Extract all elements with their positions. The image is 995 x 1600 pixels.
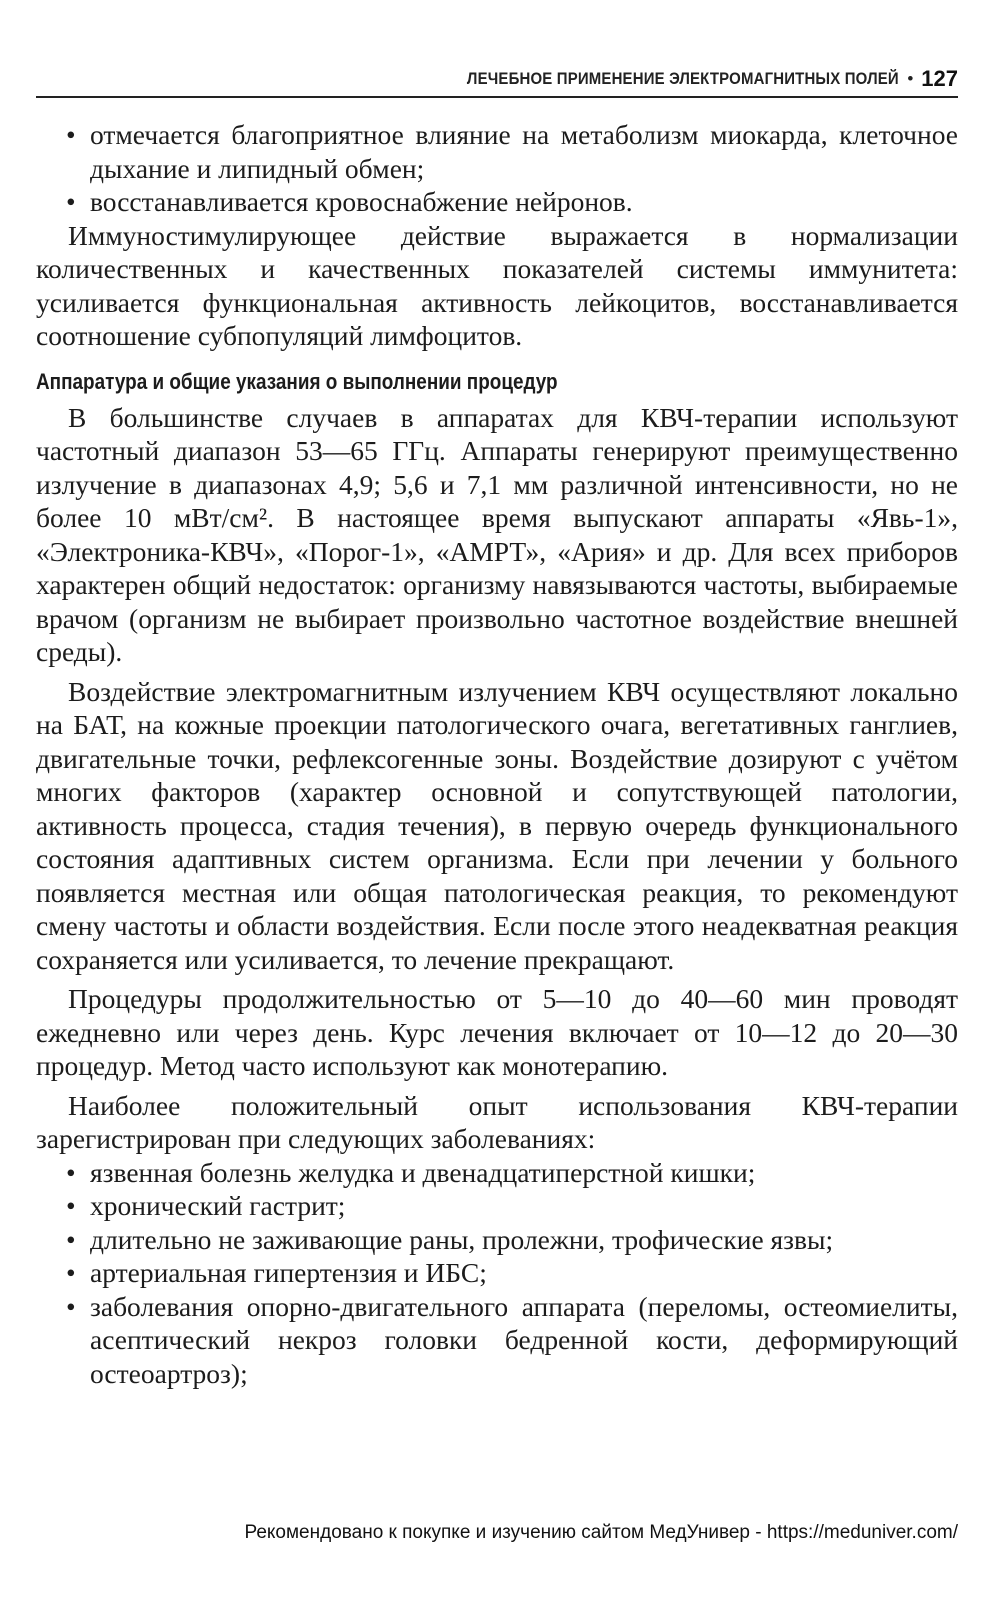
list-item: • артериальная гипертензия и ИБС; (36, 1256, 958, 1290)
paragraph-exposure: Воздействие электромагнитным излучением КВЧ осуществляют локально на БАТ, на кожные проекции патологического очага, вегетативных ганглиев, двигательные точки, рефлексогенные зоны. Воздействие дозируют с учётом многих факторов (характер основной и сопутствующей патологии, активность процесса, стадия течения), в первую очередь функционального состояния адаптивных систем организма. Если при лечении у больного появляется местная или общая патологическая реакция, то рекомендуют смену частоты и области воздействия. Если после этого неадекватная реакция сохраняется или усиливается, то лечение прекращают. (36, 675, 958, 975)
paragraph-immunostimulation: Иммуностимулирующее действие выражается в нормализации количественных и качественных показателей системы иммунитета: усиливается функциональная активность лейкоцитов, восстанавливается соотношение субпопуляций лимфоцитов. (36, 219, 958, 351)
paragraph-experience: Наиболее положительный опыт использования КВЧ-терапии зарегистрирован при следующих заболеваниях: (36, 1089, 958, 1154)
list-item: • заболевания опорно-двигательного аппарата (переломы, остеомиелиты, асептический некроз головки бедренной кости, деформирующий остеоартроз); (36, 1290, 958, 1391)
list-item: • хронический гастрит; (36, 1189, 958, 1223)
list-item: • восстанавливается кровоснабжение нейронов. (36, 185, 958, 219)
section-heading: Аппаратура и общие указания о выполнении процедур (36, 368, 558, 394)
page-number: 127 (921, 66, 958, 91)
footer-note: Рекомендовано к покупке и изучению сайтом МедУнивер - https://meduniver.com/ (244, 1522, 958, 1543)
paragraph-duration: Процедуры продолжительностью от 5—10 до 40—60 мин проводят ежедневно или через день. Курс лечения включает от 10—12 до 20—30 процедур. Метод часто используют как монотерапию. (36, 983, 958, 1081)
paragraph-apparatus: В большинстве случаев в аппаратах для КВЧ-терапии используют частотный диапазон 53—65 ГГц. Аппараты генерируют преимущественно излучение в диапазонах 4,9; 5,6 и 7,1 мм различной интенсивности, но не более 10 мВт/см². В настоящее время выпускают аппараты «Явь-1», «Электроника-КВЧ», «Порог-1», «АМРТ», «Ария» и др. Для всех приборов характерен общий недостаток: организму навязываются частоты, выбираемые врачом (организм не выбирает произвольно частотное воздействие внешней среды). (36, 401, 958, 667)
effects-list (36, 118, 958, 219)
running-header (36, 62, 958, 98)
list-item: • длительно не заживающие раны, пролежни, трофические язвы; (36, 1223, 958, 1257)
running-head-bullet: • (907, 69, 914, 88)
running-head-title: ЛЕЧЕБНОЕ ПРИМЕНЕНИЕ ЭЛЕКТРОМАГНИТНЫХ ПОЛЕЙ (467, 69, 900, 88)
list-item: • язвенная болезнь желудка и двенадцатиперстной кишки; (36, 1156, 958, 1190)
page-body (36, 118, 958, 1390)
diseases-list (36, 1156, 958, 1391)
list-item: • отмечается благоприятное влияние на метаболизм миокарда, клеточное дыхание и липидный обмен; (36, 118, 958, 185)
